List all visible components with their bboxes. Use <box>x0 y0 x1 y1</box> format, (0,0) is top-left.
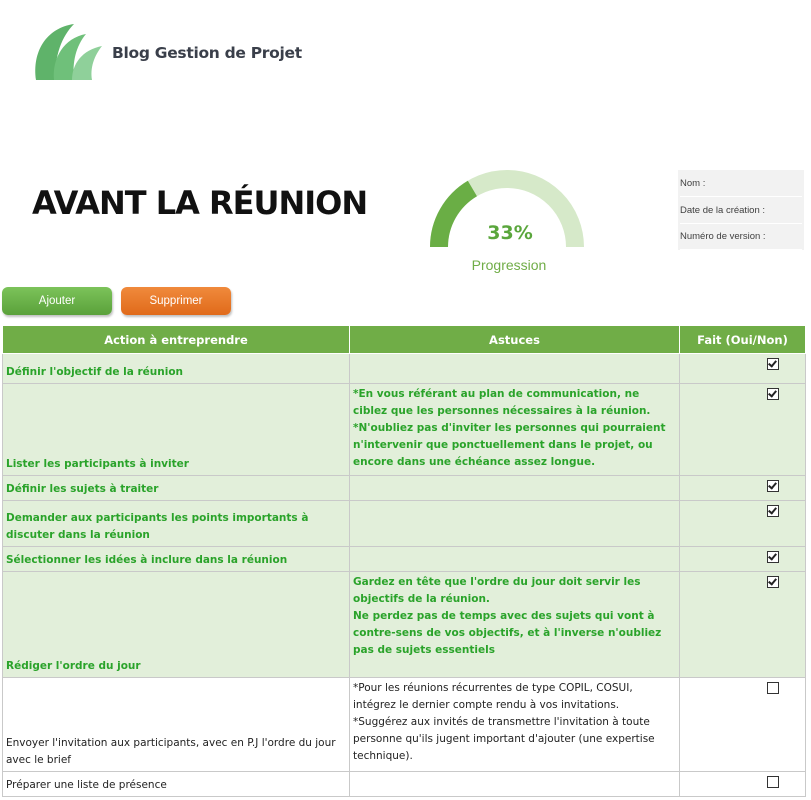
document-info-panel <box>678 170 804 250</box>
checkbox-checked-icon[interactable] <box>767 480 779 492</box>
info-creation-date-label: Date de la création : <box>680 199 802 224</box>
table-row <box>3 384 806 476</box>
row-done-cell <box>680 772 806 797</box>
row-action[interactable]: Demander aux participants les points importants à discuter dans la réunion <box>3 501 350 547</box>
info-name-label: Nom : <box>680 172 802 197</box>
tip-text: *Pour les réunions récurrentes de type COPIL, COSUI, intégrez le dernier compte rendu à vos invitations. <box>353 682 633 711</box>
checkbox-checked-icon[interactable] <box>767 576 779 588</box>
row-tips[interactable] <box>350 547 680 572</box>
checkbox-checked-icon[interactable] <box>767 551 779 563</box>
row-done-cell <box>680 678 806 772</box>
brand-name: Blog Gestion de Projet <box>112 44 302 62</box>
row-tips[interactable] <box>350 772 680 797</box>
tip-text: *En vous référant au plan de communication, ne ciblez que les personnes nécessaires à la réunion. <box>353 388 651 417</box>
row-tips[interactable] <box>350 354 680 384</box>
table-row <box>3 547 806 572</box>
table-row <box>3 501 806 547</box>
header-done: Fait (Oui/Non) <box>680 326 806 354</box>
row-action[interactable]: Envoyer l'invitation aux participants, avec en P.J l'ordre du jour avec le brief <box>3 678 350 772</box>
checkbox-empty-icon[interactable] <box>767 776 779 788</box>
tip-text: *Suggérez aux invités de transmettre l'invitation à toute personne qu'ils jugent important d'ajouter (une expertise technique). <box>353 716 655 762</box>
table-row <box>3 772 806 797</box>
row-action[interactable]: Définir l'objectif de la réunion <box>3 354 350 384</box>
table-row <box>3 678 806 772</box>
task-table <box>2 325 806 797</box>
checkbox-checked-icon[interactable] <box>767 358 779 370</box>
row-done-cell <box>680 354 806 384</box>
table-header-row <box>3 326 806 354</box>
row-action[interactable]: Lister les participants à inviter <box>3 384 350 476</box>
row-action[interactable]: Sélectionner les idées à inclure dans la réunion <box>3 547 350 572</box>
progress-value: 33% <box>487 222 533 244</box>
table-row <box>3 476 806 501</box>
table-row <box>3 354 806 384</box>
row-done-cell <box>680 476 806 501</box>
row-tips[interactable] <box>350 501 680 547</box>
checkbox-checked-icon[interactable] <box>767 505 779 517</box>
row-tips[interactable] <box>350 678 680 772</box>
header-tips: Astuces <box>350 326 680 354</box>
leaf-logo-icon <box>32 22 108 84</box>
row-done-cell <box>680 572 806 678</box>
row-action[interactable]: Définir les sujets à traiter <box>3 476 350 501</box>
checkbox-checked-icon[interactable] <box>767 388 779 400</box>
row-tips[interactable] <box>350 384 680 476</box>
checkbox-empty-icon[interactable] <box>767 682 779 694</box>
row-done-cell <box>680 547 806 572</box>
row-done-cell <box>680 384 806 476</box>
row-action[interactable]: Rédiger l'ordre du jour <box>3 572 350 678</box>
tip-text: Gardez en tête que l'ordre du jour doit servir les objectifs de la réunion. <box>353 576 641 605</box>
row-action[interactable]: Préparer une liste de présence <box>3 772 350 797</box>
delete-button[interactable]: Supprimer <box>121 287 231 315</box>
info-version-label: Numéro de version : <box>680 225 802 250</box>
tip-text: Ne perdez pas de temps avec des sujets qui vont à contre-sens de vos objectifs, et à l'inverse n'oubliez pas de sujets essentiels <box>353 610 662 656</box>
add-button[interactable]: Ajouter <box>2 287 112 315</box>
row-tips[interactable] <box>350 476 680 501</box>
row-done-cell <box>680 501 806 547</box>
table-row <box>3 572 806 678</box>
row-tips[interactable] <box>350 572 680 678</box>
header-action: Action à entreprendre <box>3 326 350 354</box>
tip-text: *N'oubliez pas d'inviter les personnes qui pourraient n'intervenir que ponctuellement dans le projet, ou encore dans une échéance assez longue. <box>353 422 666 468</box>
progress-label: Progression <box>471 257 547 273</box>
page-title: AVANT LA RÉUNION <box>32 184 368 222</box>
